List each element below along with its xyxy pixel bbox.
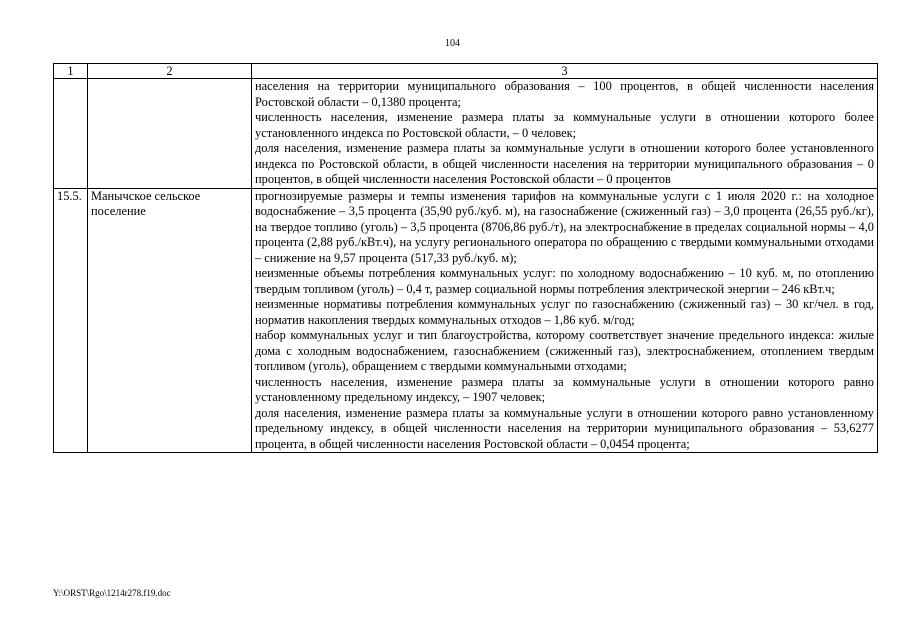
document-table	[53, 63, 878, 453]
indicator-paragraph: прогнозируемые размеры и темпы изменения тарифов на коммунальные услуги с 1 июля 2020 г.: на холодное водоснабжение – 3,5 процента (35,90 руб./куб. м), на газоснабжение (сжиженный газ) – 3,0 процента (26,55 руб./кг), на твердое топливо (уголь) – 3,5 процента (8706,86 руб./т), на электроснабжение в пределах социальной нормы – 4,0 процента (2,88 руб./кВт.ч), на услугу регионального оператора по обращению с твердыми коммунальными отходами – снижение на 9,57 процента (517,33 руб./куб. м);	[255, 188, 874, 265]
row-number-cell	[54, 79, 88, 189]
indicator-paragraph: неизменные нормативы потребления коммунальных услуг по газоснабжению (сжиженный газ) – 30 кг/чел. в год, норматив накопления твердых коммунальных отходов – 1,86 куб. м/год;	[255, 297, 874, 327]
indicator-paragraph: набор коммунальных услуг и тип благоустройства, которому соответствует значение предельного индекса: жилые дома с холодным водоснабжением, газоснабжением (сжиженный газ), электроснабжением, отоплением твердым топливом (уголь), обращением с твердыми коммунальными отходами;	[255, 328, 874, 373]
table-header-row	[54, 64, 878, 79]
indicator-paragraph: доля населения, изменение размера платы за коммунальные услуги в отношении которого равно установленному предельному индексу, в общей численности населения на территории муниципального образования – 53,6277 процента, в общей численности населения Ростовской области – 0,0454 процента;	[255, 405, 874, 451]
indicator-paragraph: численность населения, изменение размера платы за коммунальные услуги в отношении которого равно установленному предельному индексу, – 1907 человек;	[255, 374, 874, 404]
table-row	[54, 79, 878, 189]
column-header-2: 2	[88, 64, 252, 79]
indicator-paragraph: численность населения, изменение размера платы за коммунальные услуги в отношении которого более установленного индекса по Ростовской области, – 0 человек;	[255, 110, 874, 140]
column-header-1: 1	[54, 64, 88, 79]
indicator-paragraph: доля населения, изменение размера платы за коммунальные услуги в отношении которого более установленного индекса по Ростовской области, в общей численности населения на территории муниципального образования – 0 процентов, в общей численности населения Ростовской области – 0 процентов	[255, 141, 874, 186]
indicators-cell	[252, 188, 878, 453]
municipality-name-cell: Манычское сельское поселение	[88, 188, 252, 453]
municipality-name-cell	[88, 79, 252, 189]
table-row	[54, 188, 878, 453]
row-number-cell: 15.5.	[54, 188, 88, 453]
indicator-paragraph: неизменные объемы потребления коммунальных услуг: по холодному водоснабжению – 10 куб. м, по отоплению твердым топливом (уголь) – 0,4 т, размер социальной нормы потребления электрической энергии – 246 кВт.ч;	[255, 266, 874, 296]
indicators-cell	[252, 79, 878, 189]
document-file-path: Y:\ORST\Rgo\1214r278.f19.doc	[53, 588, 171, 598]
column-header-3: 3	[252, 64, 878, 79]
page-number: 104	[445, 38, 460, 49]
indicator-paragraph: населения на территории муниципального образования – 100 процентов, в общей численности населения Ростовской области – 0,1380 процента;	[255, 79, 874, 109]
